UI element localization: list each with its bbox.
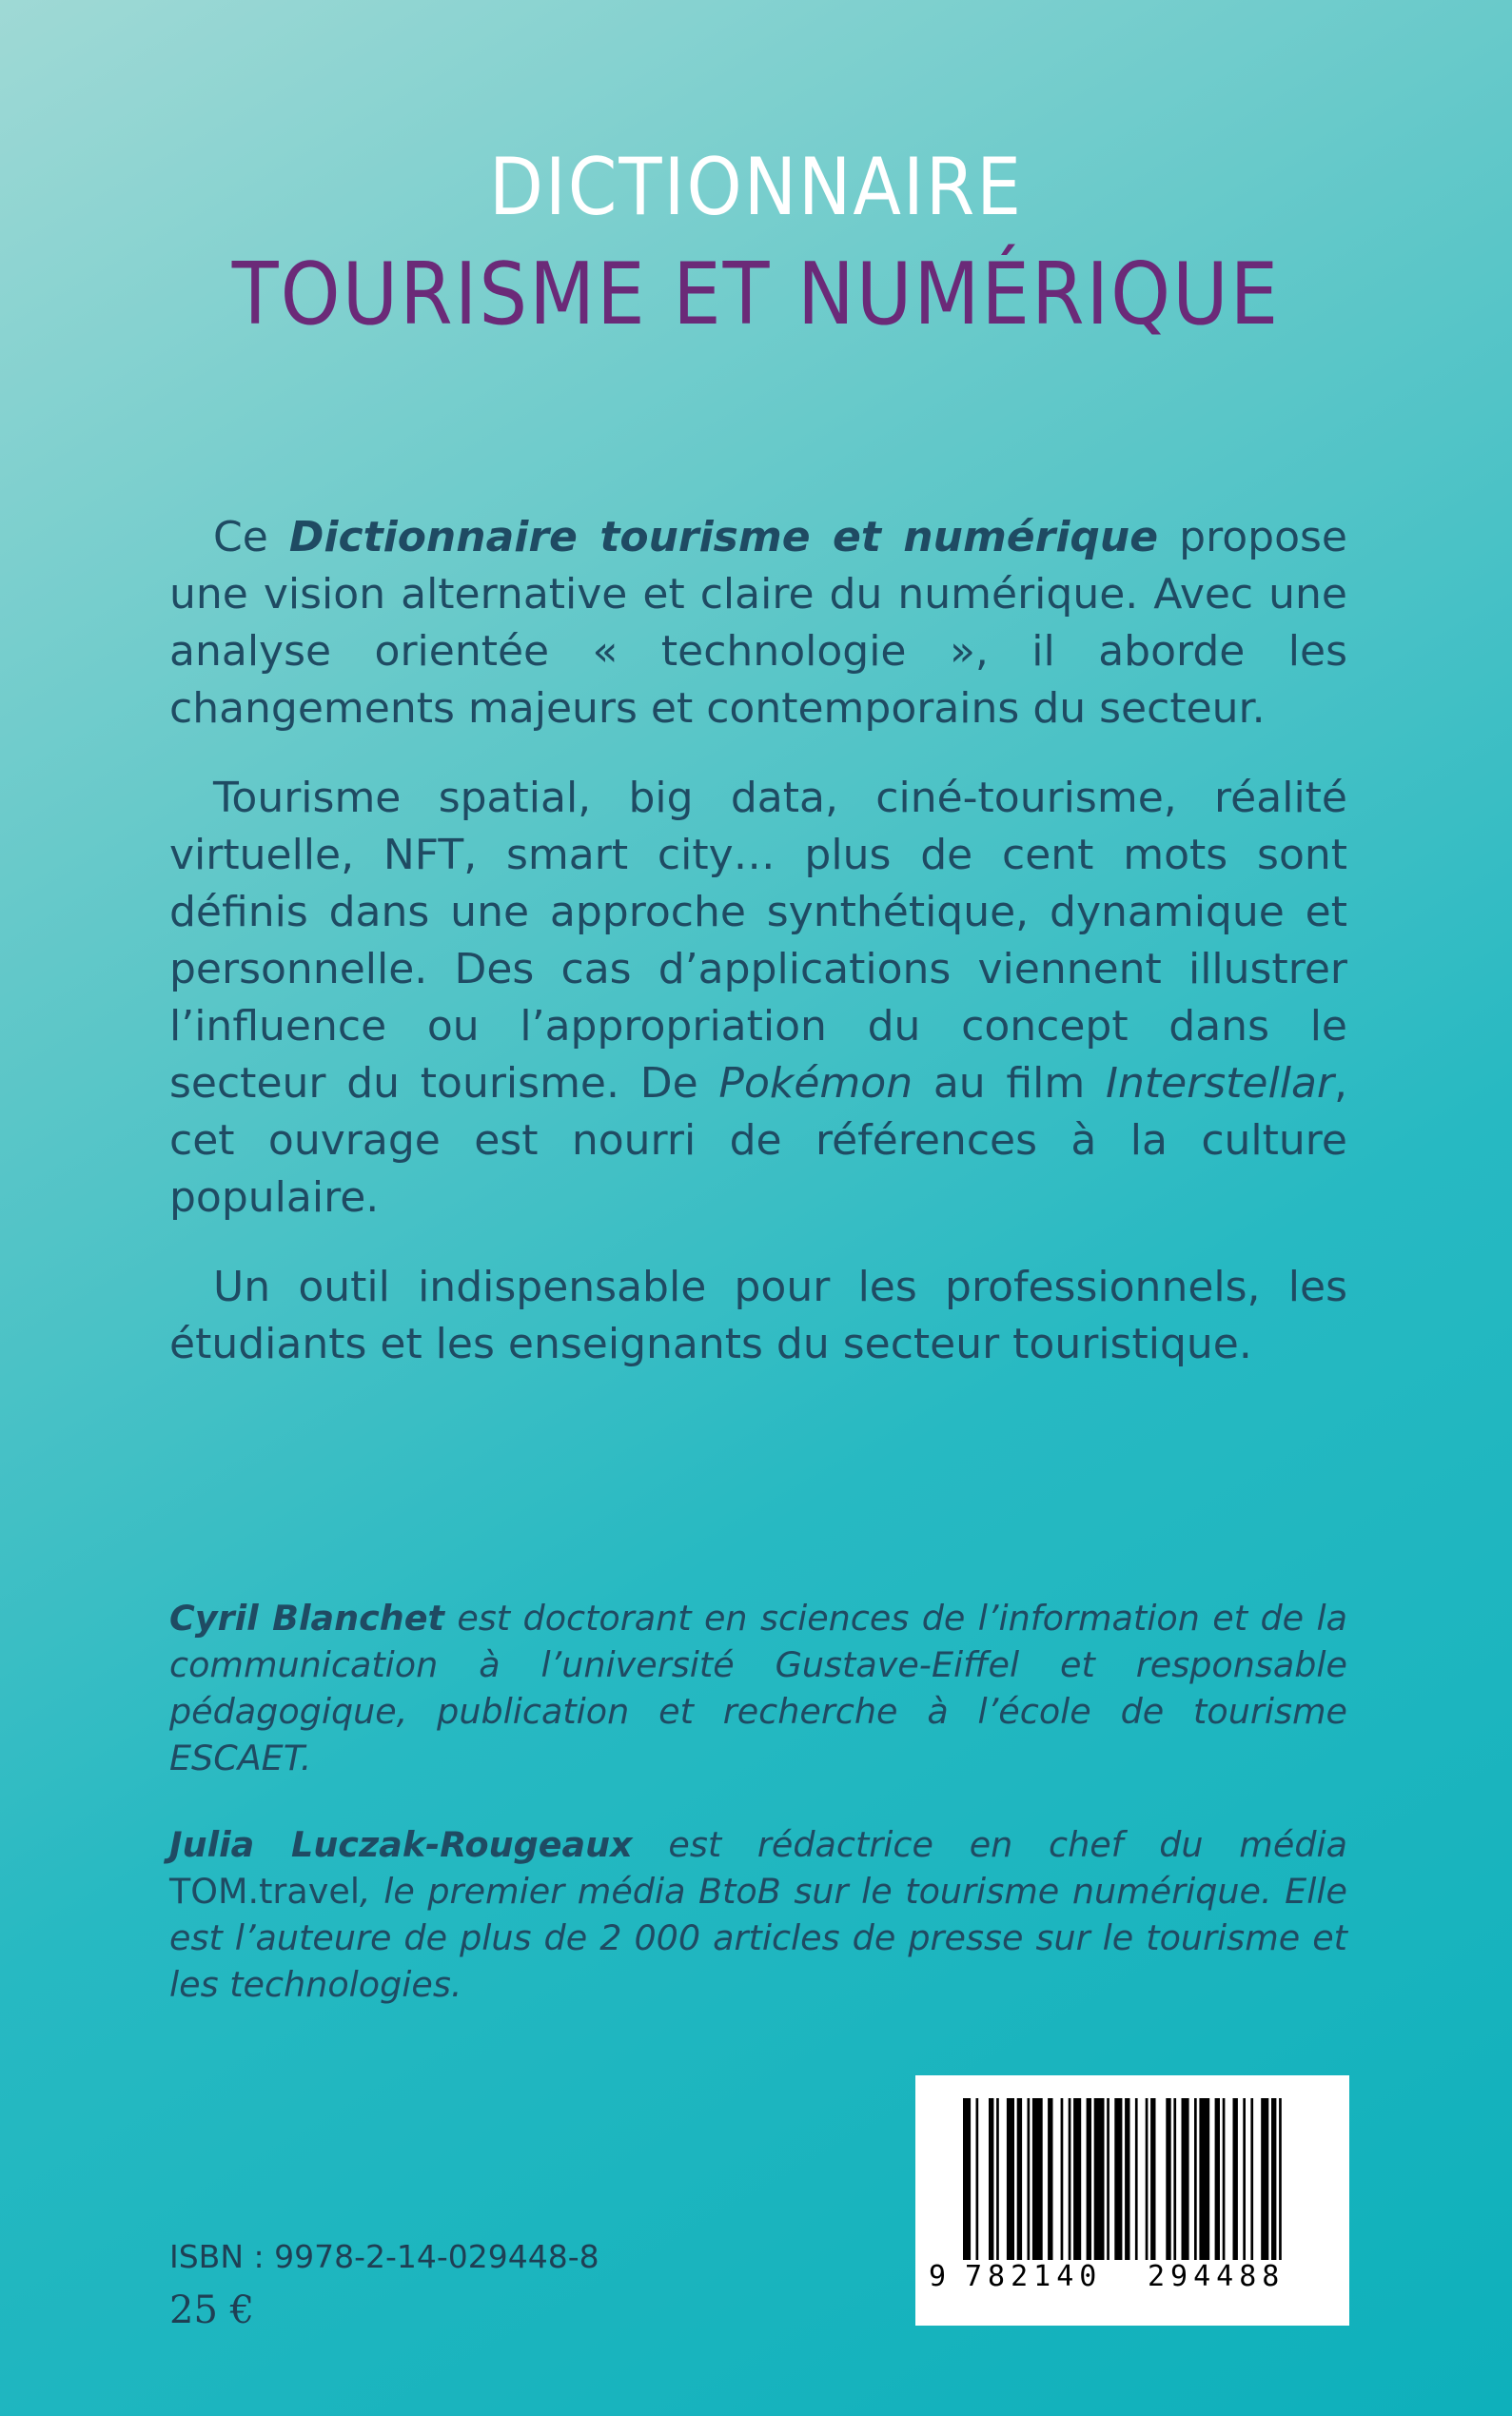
barcode-graphic [915, 2075, 1349, 2326]
barcode-right-digits: 294488 [1148, 2260, 1286, 2293]
author-bios [169, 1595, 1347, 2048]
description-paragraph-2: Tourisme spatial, big data, ciné-tourisme, réalité virtuelle, NFT, smart city… plus de cent mots sont définis dans une approche synthétique, dynamique et personnelle. Des cas d’applications viennent illustrer l’influence ou l’appropriation du concept dans le secteur du tourisme. De Pokémon au film Interstellar, cet ouvrage est nourri de références à la culture populaire. [169, 774, 1347, 1222]
media-name: TOM.travel [169, 1871, 361, 1912]
author-bio-2: Julia Luczak-Rougeaux est rédactrice en chef du média TOM.travel, le premier média BtoB sur le tourisme numérique. Elle est l’auteure de plus de 2 000 articles de presse sur le tourisme et les technologies. [169, 1824, 1347, 2005]
barcode-first-digit: 9 [929, 2260, 947, 2293]
isbn: ISBN : 9978-2-14-029448-8 [169, 2238, 599, 2275]
pokemon-reference: Pokémon [718, 1059, 913, 1108]
book-description [169, 509, 1347, 1405]
barcode-bars [963, 2098, 1282, 2260]
price: 25 € [169, 2288, 255, 2332]
interstellar-reference: Interstellar [1105, 1059, 1334, 1108]
title-line-2: TOURISME ET NUMÉRIQUE [231, 245, 1281, 344]
barcode [915, 2075, 1349, 2326]
title-line-1: DICTIONNAIRE [488, 141, 1024, 234]
author-name-1: Cyril Blanchet [169, 1598, 444, 1639]
description-paragraph-1: Ce Dictionnaire tourisme et numérique propose une vision alternative et claire du numérique. Avec une analyse orientée « technologie », il aborde les changements majeurs et contemporains du secteur. [169, 513, 1347, 733]
description-paragraph-3: Un outil indispensable pour les professionnels, les étudiants et les enseignants du secteur touristique. [169, 1263, 1347, 1368]
barcode-left-digits: 782140 [965, 2260, 1103, 2293]
author-name-2: Julia Luczak-Rougeaux [169, 1824, 633, 1865]
book-title-inline: Dictionnaire tourisme et numérique [288, 513, 1159, 561]
author-bio-1: Cyril Blanchet est doctorant en sciences de l’information et de la communication à l’université Gustave-Eiffel et responsable pédagogique, publication et recherche à l’école de tourisme ESCAET. [169, 1598, 1347, 1778]
